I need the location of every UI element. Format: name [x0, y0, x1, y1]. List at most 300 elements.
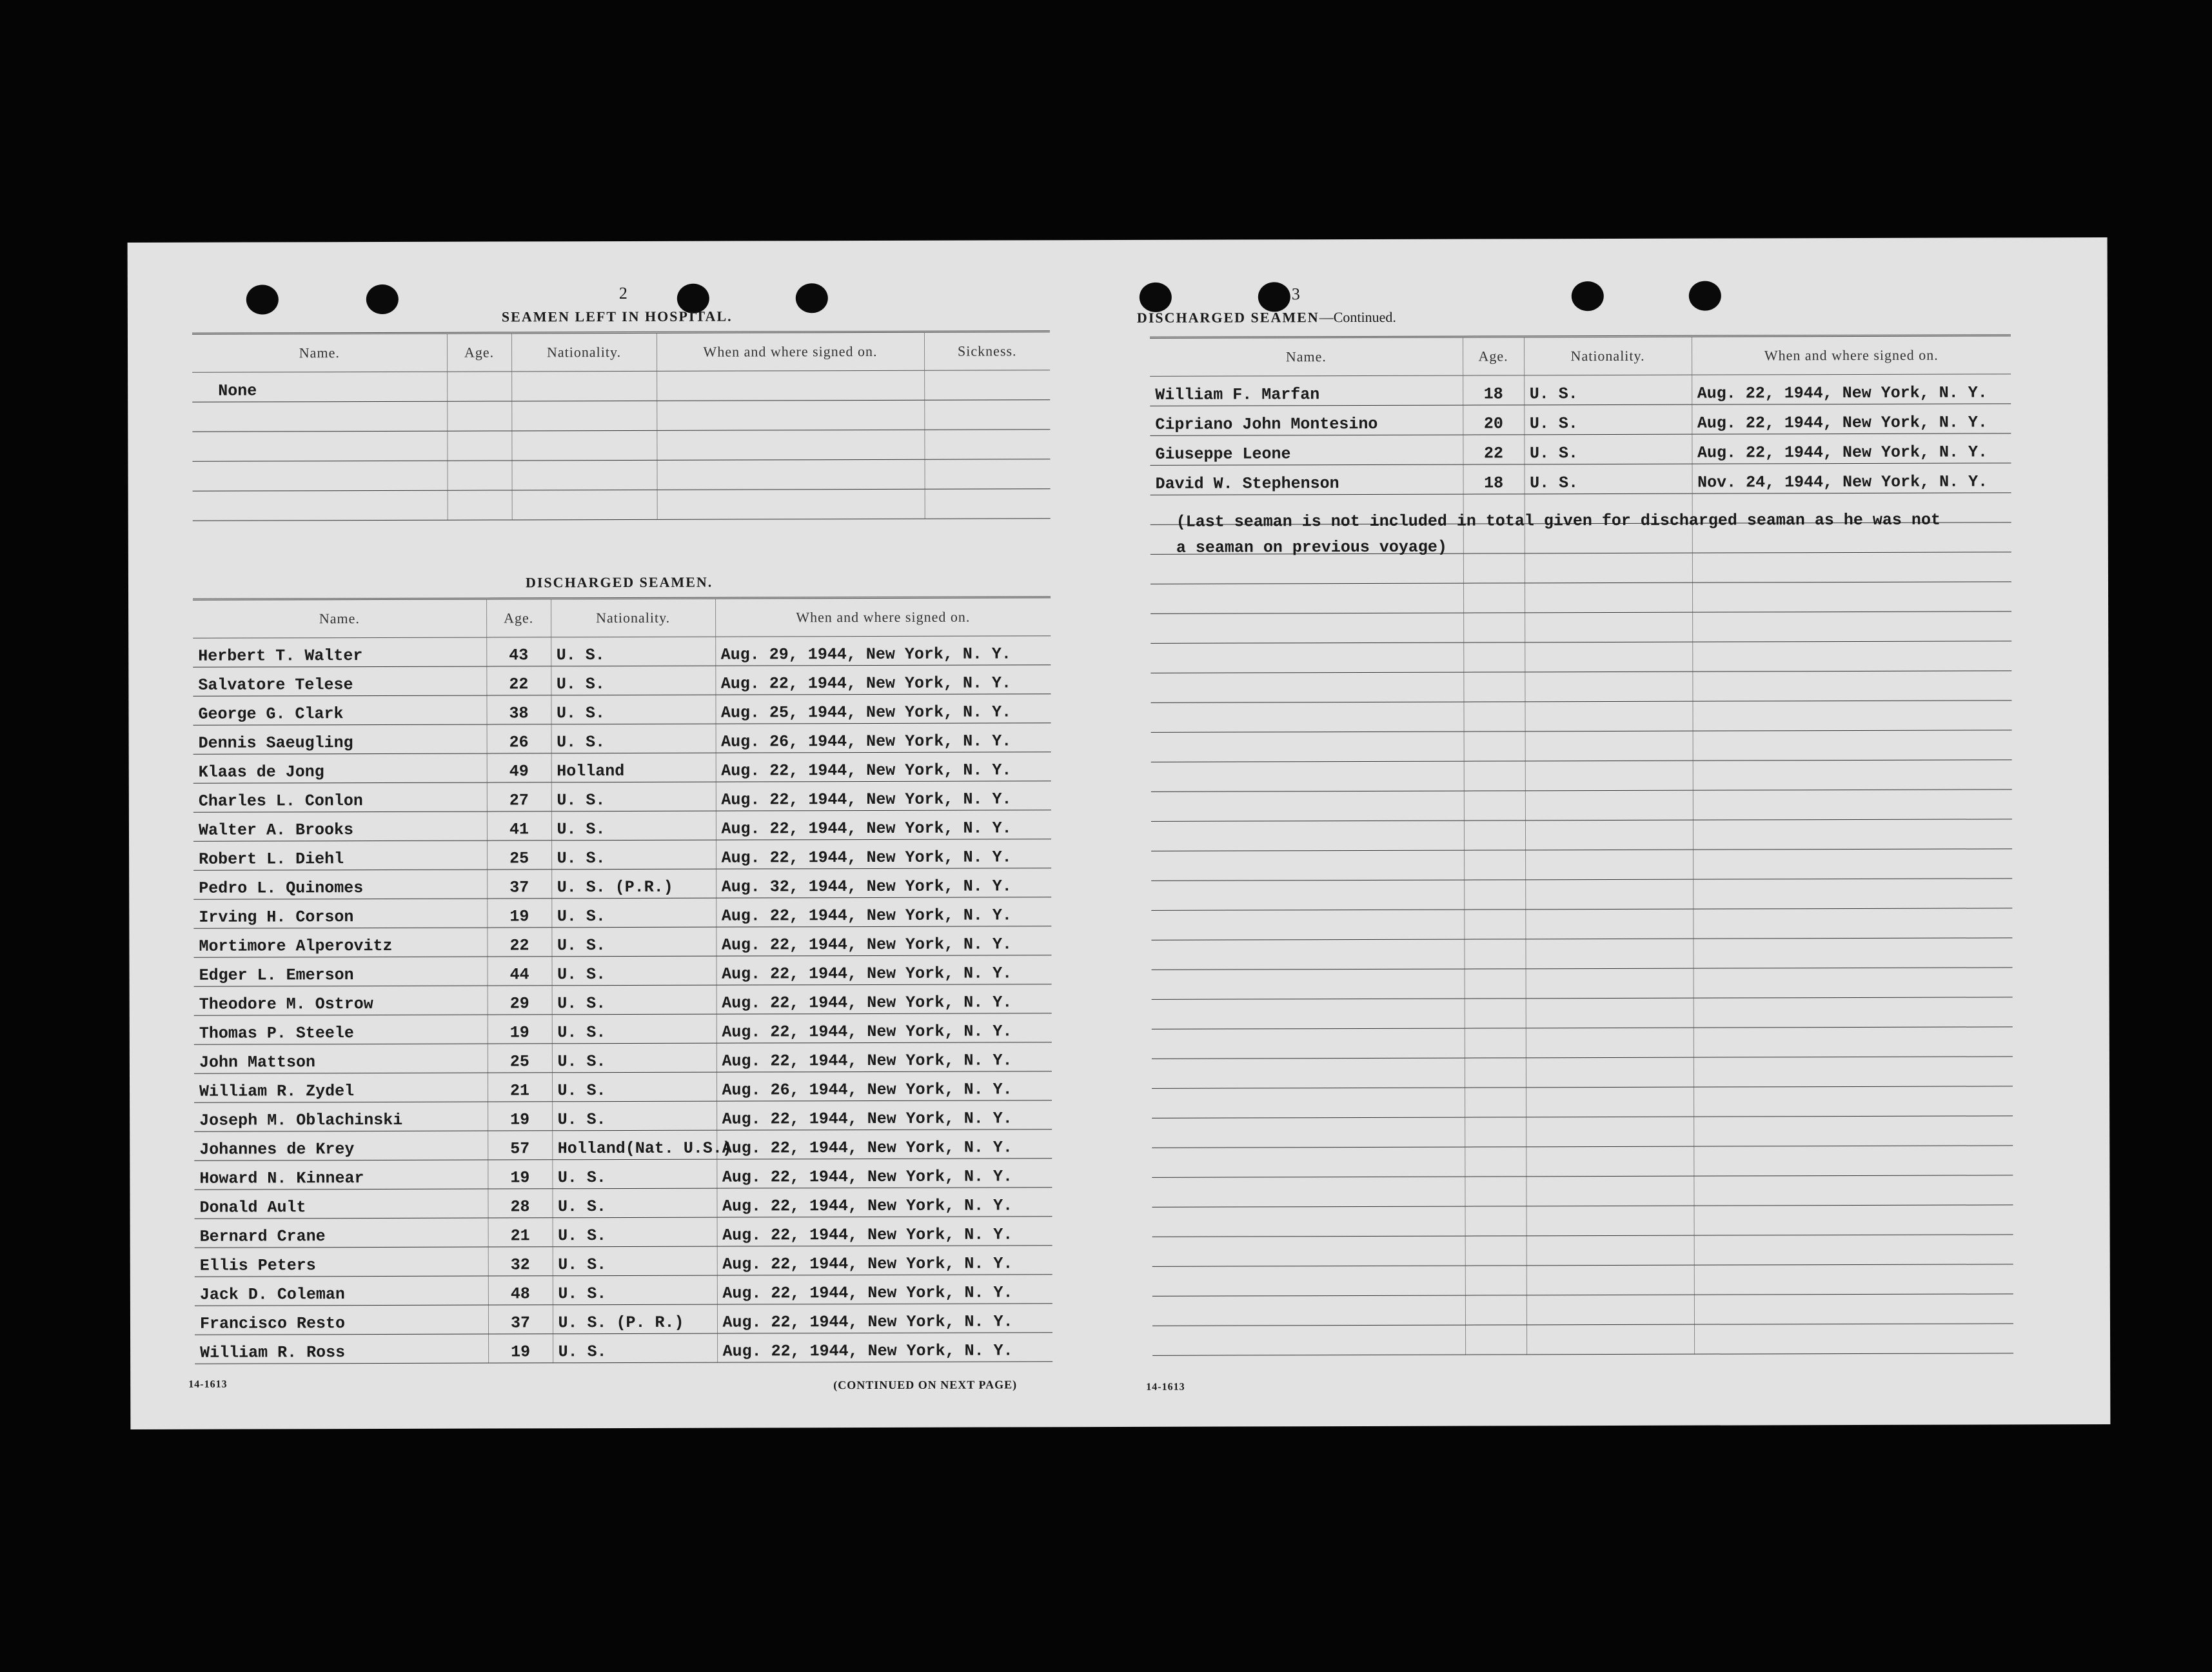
cell-when: Aug. 22, 1944, New York, N. Y.	[716, 1042, 1052, 1072]
cell-nationality: U. S. (P. R.)	[553, 1304, 717, 1334]
table-row	[1151, 849, 2012, 881]
cell-age	[1465, 1058, 1526, 1088]
cell-name	[1150, 613, 1463, 643]
cell-when: Aug. 22, 1944, New York, N. Y.	[716, 839, 1051, 869]
cell-when	[1693, 819, 2012, 850]
cell-age: 21	[488, 1073, 552, 1102]
cell-name	[1152, 1028, 1465, 1059]
table-row	[192, 400, 1050, 432]
cell-when: Aug. 22, 1944, New York, N. Y.	[717, 1275, 1052, 1304]
cell-name	[1152, 1236, 1465, 1266]
continued-note: (CONTINUED ON NEXT PAGE)	[833, 1378, 1018, 1392]
punch-hole	[246, 284, 279, 314]
cell-nationality	[1525, 612, 1692, 642]
cell-nationality	[1526, 998, 1694, 1028]
cell-age: 19	[488, 1334, 553, 1363]
cell-nationality: U. S.	[552, 1014, 716, 1044]
table-row	[1150, 612, 2011, 643]
cell-nationality	[1525, 672, 1692, 702]
cell-age	[1464, 850, 1525, 880]
cell-name	[1151, 880, 1464, 910]
cell-age	[1465, 1206, 1526, 1236]
table-row	[1150, 641, 2011, 673]
table-row	[193, 694, 1051, 725]
footnote-line-1: (Last seaman is not included in total given for discharged seaman as he was not	[1176, 510, 1940, 532]
cell-nationality	[1526, 1324, 1694, 1355]
cell-name	[1152, 1117, 1465, 1148]
table-row	[193, 868, 1051, 899]
cell-nationality	[1525, 909, 1693, 939]
punch-hole	[1258, 282, 1290, 312]
table-row	[1150, 404, 2011, 435]
cell-age: 49	[487, 753, 551, 782]
header-when-where: When and where signed on.	[657, 332, 924, 371]
cell-nationality	[511, 371, 657, 401]
header-name: Name.	[192, 333, 447, 372]
cell-when: Aug. 22, 1944, New York, N. Y.	[717, 1217, 1052, 1246]
cell-nationality: U. S.	[551, 840, 716, 870]
cell-when: Aug. 22, 1944, New York, N. Y.	[1692, 374, 2011, 404]
page-number: 2	[618, 283, 628, 303]
cell-nationality: U. S.	[551, 927, 716, 957]
table-row	[1152, 1146, 2013, 1177]
table-row	[193, 839, 1051, 870]
table-row	[193, 955, 1051, 986]
cell-name: Howard N. Kinnear	[194, 1160, 488, 1189]
cell-when: Aug. 22, 1944, New York, N. Y.	[716, 752, 1051, 782]
cell-when	[1692, 612, 2011, 642]
cell-name	[1151, 850, 1464, 881]
cell-nationality	[1525, 582, 1692, 613]
cell-nationality: U. S.	[552, 1072, 716, 1102]
cell-nationality: U. S.	[551, 956, 716, 986]
cell-name: Irving H. Corson	[193, 899, 487, 928]
cell-name	[1152, 1206, 1465, 1237]
cell-when	[657, 370, 924, 401]
cell-name: Jack D. Coleman	[195, 1276, 488, 1306]
cell-name: Pedro L. Quinomes	[193, 870, 487, 899]
cell-nationality: U. S.	[551, 811, 716, 841]
header-age: Age.	[1463, 337, 1524, 375]
cell-nationality	[1526, 1117, 1694, 1147]
table-row	[195, 1304, 1052, 1335]
punch-hole	[1140, 283, 1172, 312]
header-sickness: Sickness.	[924, 332, 1050, 371]
cell-when: Aug. 22, 1944, New York, N. Y.	[716, 1188, 1052, 1217]
discharged-section-title: DISCHARGED SEAMEN.	[525, 573, 713, 591]
table-row	[1152, 1027, 2013, 1059]
table-row	[194, 1042, 1052, 1073]
discharged-table	[193, 596, 1052, 1364]
cell-nationality	[1526, 968, 1694, 999]
table-row	[193, 781, 1051, 812]
table-row	[1150, 374, 2011, 406]
cell-age: 18	[1463, 464, 1525, 494]
table-row	[193, 752, 1051, 783]
cell-when	[1694, 1027, 2013, 1057]
cell-when	[1693, 908, 2012, 939]
cell-nationality: U. S.	[551, 724, 716, 753]
cell-nationality: U. S.	[553, 1246, 717, 1276]
cell-name	[1152, 969, 1465, 999]
cell-when	[1694, 1294, 2013, 1324]
cell-name: Johannes de Krey	[194, 1131, 488, 1160]
cell-age	[1464, 910, 1525, 939]
cell-age: 41	[487, 811, 551, 841]
cell-nationality: U. S.	[552, 985, 716, 1015]
cell-name: Herbert T. Walter	[193, 637, 486, 667]
table-row	[1152, 1294, 2013, 1326]
cell-when: Aug. 22, 1944, New York, N. Y.	[716, 781, 1051, 811]
cell-age: 22	[487, 928, 551, 957]
cell-age	[1463, 642, 1525, 672]
header-when-where: When and where signed on.	[715, 597, 1051, 637]
cell-name: Francisco Resto	[195, 1305, 488, 1335]
cell-age: 19	[487, 899, 551, 928]
cell-name: Bernard Crane	[195, 1218, 488, 1248]
cell-when: Aug. 26, 1944, New York, N. Y.	[716, 723, 1051, 753]
cell-age: 29	[488, 986, 552, 1015]
cell-nationality: U. S.	[552, 1101, 716, 1131]
cell-nationality: U. S.	[552, 1188, 716, 1218]
cell-nationality	[1526, 1057, 1694, 1088]
cell-age: 43	[486, 637, 551, 666]
cell-nationality	[1525, 731, 1693, 761]
table-row	[1151, 730, 2012, 762]
page-2	[128, 240, 1121, 1429]
cell-name: Salvatore Telese	[193, 666, 486, 696]
cell-name: William F. Marfan	[1150, 375, 1463, 406]
header-name: Name.	[1150, 337, 1463, 376]
cell-nationality	[1526, 1295, 1694, 1325]
table-row	[193, 489, 1051, 521]
cell-name	[1152, 1295, 1465, 1326]
cell-nationality	[1525, 850, 1693, 880]
cell-when: Aug. 22, 1944, New York, N. Y.	[716, 1013, 1052, 1043]
table-row	[1152, 1057, 2013, 1088]
document-sheet	[128, 237, 2111, 1429]
cell-nationality: Holland(Nat. U.S.)	[552, 1130, 716, 1160]
table-row	[1152, 1324, 2013, 1355]
cell-name	[1150, 642, 1463, 673]
cell-when	[1693, 760, 2012, 790]
table-row	[192, 430, 1050, 461]
table-row	[193, 810, 1051, 841]
cell-when	[1694, 1235, 2013, 1265]
cell-name: William R. Ross	[195, 1334, 488, 1364]
cell-name: Ellis Peters	[195, 1247, 488, 1277]
header-nationality: Nationality.	[551, 598, 715, 637]
cell-age	[1463, 583, 1525, 613]
cell-nationality: U. S.	[552, 1159, 716, 1189]
cell-name: George G. Clark	[193, 695, 486, 725]
cell-when: Aug. 22, 1944, New York, N. Y.	[716, 926, 1051, 956]
cell-when: Aug. 22, 1944, New York, N. Y.	[1692, 404, 2011, 434]
cell-age: 37	[487, 870, 551, 899]
cell-age: 37	[488, 1305, 553, 1334]
cell-name: None	[192, 372, 447, 402]
cell-name	[1152, 1325, 1465, 1355]
footnote-line-2: a seaman on previous voyage)	[1176, 537, 1447, 557]
cell-when	[1694, 1086, 2013, 1117]
cell-when	[1692, 701, 2011, 731]
cell-name	[1152, 1266, 1465, 1296]
cell-age: 38	[486, 695, 551, 724]
cell-age	[1465, 1236, 1526, 1266]
cell-nationality	[1525, 642, 1692, 672]
table-row	[194, 1071, 1052, 1102]
title-suffix: —Continued.	[1319, 308, 1396, 326]
table-row	[1150, 463, 2011, 495]
cell-name	[1152, 999, 1465, 1029]
table-row	[194, 1159, 1052, 1189]
cell-age	[1465, 1028, 1526, 1058]
cell-when: Aug. 22, 1944, New York, N. Y.	[716, 1130, 1052, 1159]
cell-nationality: U. S.	[553, 1275, 717, 1305]
table-row	[193, 636, 1051, 667]
table-row	[193, 897, 1051, 928]
cell-age: 22	[1463, 435, 1524, 464]
cell-name	[1152, 1147, 1465, 1177]
table-row	[1152, 1086, 2013, 1118]
cell-age	[1465, 1325, 1526, 1355]
cell-when: Aug. 29, 1944, New York, N. Y.	[715, 636, 1051, 666]
cell-age	[1463, 702, 1525, 732]
punch-hole	[1572, 281, 1604, 311]
cell-when: Nov. 24, 1944, New York, N. Y.	[1692, 463, 2011, 493]
cell-nationality: U. S.	[553, 1333, 717, 1363]
cell-age	[1464, 821, 1525, 850]
cell-age: 25	[488, 1044, 552, 1073]
punch-hole	[366, 284, 399, 314]
cell-nationality	[1525, 790, 1693, 821]
cell-when: Aug. 26, 1944, New York, N. Y.	[716, 1071, 1052, 1101]
cell-when	[1694, 1057, 2013, 1087]
form-number: 14-1613	[188, 1378, 228, 1390]
cell-name: Robert L. Diehl	[193, 841, 487, 870]
cell-age	[1465, 1088, 1526, 1117]
cell-sickness	[924, 370, 1050, 401]
cell-name: David W. Stephenson	[1150, 464, 1463, 495]
table-row	[1151, 760, 2012, 791]
cell-name: Donald Ault	[194, 1189, 488, 1219]
cell-when	[1692, 552, 2011, 582]
cell-when: Aug. 22, 1944, New York, N. Y.	[716, 810, 1051, 840]
cell-name: Walter A. Brooks	[193, 811, 487, 841]
cell-name: Dennis Saeugling	[193, 724, 487, 754]
table-row	[1152, 1205, 2013, 1237]
header-nationality: Nationality.	[1524, 336, 1692, 375]
cell-name: Giuseppe Leone	[1150, 435, 1463, 465]
cell-when: Aug. 22, 1944, New York, N. Y.	[716, 897, 1051, 927]
cell-name	[1152, 1088, 1465, 1118]
cell-age: 48	[488, 1276, 553, 1305]
hospital-section-title: SEAMEN LEFT IN HOSPITAL.	[501, 308, 733, 325]
cell-name: William R. Zydel	[194, 1073, 488, 1102]
cell-nationality: U. S.	[552, 1043, 716, 1073]
cell-nationality: U. S.	[551, 782, 716, 811]
cell-age: 26	[487, 724, 551, 753]
cell-nationality	[1526, 1087, 1694, 1117]
cell-when	[1693, 849, 2012, 879]
cell-age: 28	[488, 1189, 552, 1218]
table-row	[194, 984, 1052, 1015]
cell-name: Edger L. Emerson	[193, 957, 487, 986]
cell-name	[1151, 821, 1464, 851]
page-number: 3	[1291, 284, 1301, 304]
header-age: Age.	[486, 599, 551, 637]
header-name: Name.	[193, 599, 486, 638]
cell-when: Aug. 22, 1944, New York, N. Y.	[717, 1304, 1052, 1333]
table-row	[1152, 1116, 2013, 1148]
cell-age	[1463, 553, 1525, 583]
cell-when	[1693, 938, 2012, 968]
cell-when: Aug. 22, 1944, New York, N. Y.	[716, 1159, 1052, 1188]
table-row	[194, 1100, 1052, 1131]
table-row	[1152, 1235, 2013, 1266]
table-row	[1152, 997, 2013, 1029]
cell-when: Aug. 22, 1944, New York, N. Y.	[716, 1100, 1052, 1130]
cell-age	[1464, 791, 1525, 821]
cell-when: Aug. 22, 1944, New York, N. Y.	[717, 1333, 1052, 1362]
cell-nationality	[1526, 1028, 1694, 1058]
cell-name	[1150, 702, 1463, 732]
cell-when	[1694, 968, 2013, 998]
cell-when: Aug. 22, 1944, New York, N. Y.	[1692, 433, 2011, 464]
table-row	[1150, 433, 2011, 465]
table-row	[192, 370, 1050, 402]
table-row	[1152, 1264, 2013, 1296]
page-3	[1118, 237, 2111, 1427]
cell-nationality: Holland	[551, 753, 716, 782]
cell-when	[1694, 1175, 2013, 1206]
header-age: Age.	[447, 333, 511, 372]
cell-name: John Mattson	[194, 1044, 488, 1073]
table-row	[1152, 1175, 2013, 1207]
table-row	[193, 723, 1051, 754]
cell-nationality	[1525, 820, 1693, 850]
table-row	[1150, 582, 2011, 613]
cell-name	[1151, 791, 1464, 821]
cell-name: Mortimore Alperovitz	[193, 928, 487, 957]
cell-age	[447, 372, 511, 401]
punch-hole	[796, 283, 828, 313]
cell-when	[1692, 582, 2011, 612]
cell-age	[1463, 672, 1525, 702]
discharged-continued-table	[1150, 334, 2013, 1355]
cell-nationality	[1526, 1265, 1694, 1295]
cell-nationality	[1526, 1146, 1694, 1177]
cell-when: Aug. 22, 1944, New York, N. Y.	[715, 665, 1051, 695]
cell-when	[1693, 790, 2012, 820]
table-row	[194, 1188, 1052, 1219]
cell-nationality	[1525, 761, 1693, 791]
cell-name	[1152, 1177, 1465, 1207]
cell-name	[1151, 732, 1464, 762]
cell-name	[1151, 910, 1464, 940]
cell-nationality	[1526, 1176, 1694, 1206]
cell-when	[1694, 1324, 2013, 1354]
cell-age: 20	[1463, 405, 1524, 435]
table-row	[1151, 908, 2012, 940]
cell-age: 22	[486, 666, 551, 695]
cell-nationality: U. S.	[1525, 464, 1692, 494]
cell-name	[1150, 583, 1463, 613]
cell-name: Theodore M. Ostrow	[194, 986, 488, 1015]
cell-name	[1151, 761, 1464, 791]
cell-when	[1693, 879, 2012, 909]
table-row	[194, 1013, 1052, 1044]
cell-name	[1150, 672, 1463, 702]
cell-when: Aug. 22, 1944, New York, N. Y.	[716, 984, 1052, 1014]
cell-when: Aug. 25, 1944, New York, N. Y.	[715, 694, 1051, 724]
form-number: 14-1613	[1146, 1381, 1185, 1393]
cell-name: Thomas P. Steele	[194, 1015, 488, 1044]
table-row	[194, 1130, 1052, 1160]
cell-age	[1463, 613, 1525, 642]
cell-nationality: U. S.	[1524, 434, 1692, 464]
table-row	[1151, 819, 2012, 851]
punch-hole	[1689, 281, 1721, 311]
header-nationality: Nationality.	[511, 332, 657, 372]
cell-name: Joseph M. Oblachinski	[194, 1102, 488, 1131]
cell-age: 57	[488, 1131, 552, 1160]
cell-name: Charles L. Conlon	[193, 782, 487, 812]
cell-age	[1464, 880, 1525, 910]
table-row	[195, 1246, 1052, 1277]
header-when-where: When and where signed on.	[1692, 335, 2011, 375]
cell-when	[1694, 1264, 2013, 1295]
cell-age	[1465, 1147, 1526, 1177]
cell-name	[1152, 1058, 1465, 1088]
table-row	[195, 1217, 1052, 1248]
cell-nationality: U. S.	[1524, 404, 1692, 435]
cell-age: 19	[488, 1160, 552, 1189]
cell-age	[1464, 939, 1525, 969]
table-row	[1151, 938, 2012, 970]
discharged-continued-title	[1137, 309, 1396, 326]
cell-age: 44	[487, 957, 551, 986]
table-row	[195, 1333, 1052, 1364]
cell-name	[1151, 939, 1464, 970]
cell-age	[1465, 1266, 1526, 1295]
cell-age	[1465, 1295, 1526, 1325]
table-row	[1150, 701, 2011, 732]
cell-age: 19	[488, 1102, 552, 1131]
cell-when	[1693, 730, 2012, 761]
cell-age: 19	[488, 1015, 552, 1044]
cell-when	[1694, 1146, 2013, 1176]
cell-age	[1465, 1117, 1526, 1147]
table-row	[193, 926, 1051, 957]
cell-nationality	[1525, 939, 1693, 969]
cell-age	[1465, 1177, 1526, 1206]
cell-age	[1464, 761, 1525, 791]
cell-when	[1694, 997, 2013, 1028]
cell-age: 32	[488, 1247, 553, 1276]
cell-nationality	[1526, 1206, 1694, 1236]
cell-when: Aug. 22, 1944, New York, N. Y.	[716, 955, 1051, 985]
cell-nationality: U. S.	[551, 695, 715, 724]
table-row	[1150, 671, 2011, 702]
cell-nationality	[1525, 879, 1693, 910]
cell-nationality: U. S.	[551, 898, 716, 928]
cell-age	[1464, 732, 1525, 761]
cell-nationality: U. S.	[551, 666, 715, 695]
table-row	[192, 459, 1050, 491]
cell-age: 25	[487, 841, 551, 870]
cell-when: Aug. 32, 1944, New York, N. Y.	[716, 868, 1051, 898]
